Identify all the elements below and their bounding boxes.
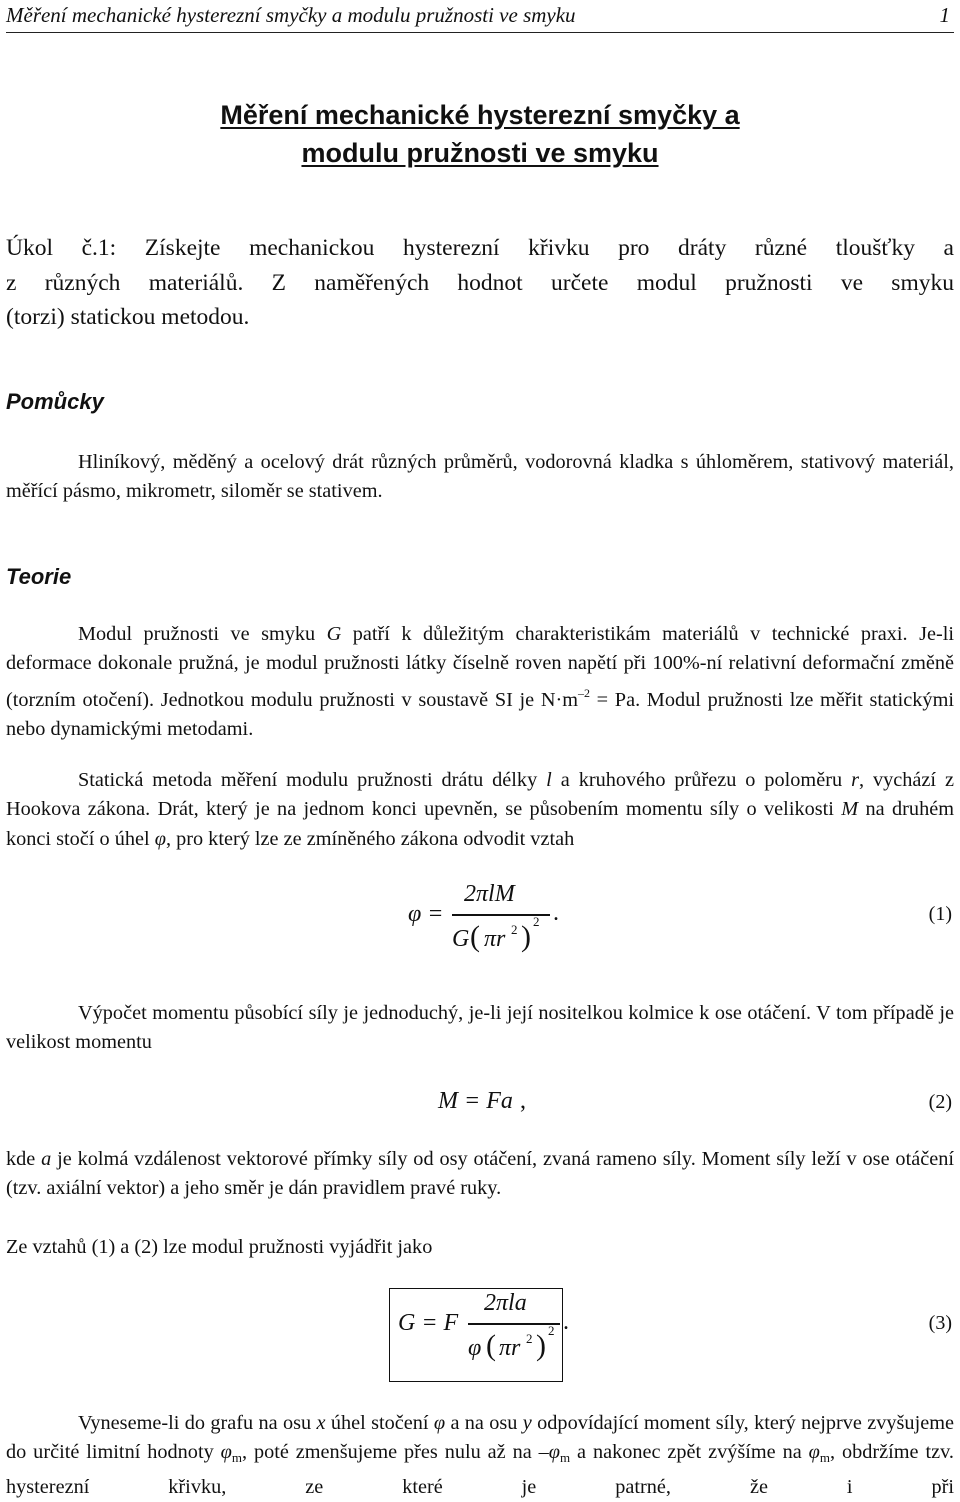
eq3-fraction-bar [468, 1323, 560, 1325]
theory-paragraph-4: kde a je kolmá vzdálenost vektorové přímky síly od osy otáčení, zvaná rameno síly. Moment síly leží v ose otáčení (tzv. axiální vektor) a jeho směr je dán pravidlem pravé ruky. [6, 1148, 954, 1200]
task-line-3: (torzi) statickou metodou. [6, 304, 250, 330]
eq3-right-paren: ) [536, 1329, 546, 1362]
eq1-inner-square: 2 [511, 922, 518, 937]
eq1-lhs: φ = [408, 901, 444, 927]
eq3-inner-square: 2 [526, 1331, 533, 1346]
eq1-left-paren: ( [470, 920, 480, 953]
eq3-left-paren: ( [486, 1329, 496, 1362]
tools-heading: Pomůcky [6, 389, 104, 414]
eq2-comma: , [520, 1088, 526, 1114]
running-title: Měření mechanické hysterezní smyčky a modulu pružnosti ve smyku [6, 3, 576, 27]
eq1-den-G: G [452, 926, 470, 952]
title-line-1: Měření mechanické hysterezní smyčky a [220, 100, 740, 130]
tools-paragraph [6, 448, 954, 507]
eq3-number: (3) [928, 1312, 952, 1334]
eq3-numerator: 2πla [484, 1290, 527, 1316]
theory-paragraph-3: Výpočet momentu působící síly je jednoduchý, je-li její nositelkou kolmice k ose otáčení. V tom případě je velikost momentu [6, 1002, 954, 1054]
running-header [6, 2, 954, 33]
page-number: 1 [939, 3, 950, 27]
theory-paragraph-6: Vyneseme-li do grafu na osu x úhel stočení φ a na osu y odpovídající moment síly, který nejprve zvyšujeme do určité limitní hodnoty $\varphi_m$, poté zmenšujeme přes nulu až na $-\varphi_m$ a nakonec zpět zvýšíme na $\varphi_m$, obdržíme tzv. hysterezní křivku, ze které je patrné, že i při [6, 1412, 954, 1498]
eq1-number: (1) [928, 903, 952, 925]
title-line-2: modulu pružnosti ve smyku [301, 138, 659, 168]
eq2-number: (2) [928, 1091, 952, 1113]
eq2-body: M = Fa [438, 1088, 513, 1114]
task-line-2: z různých materiálů. Z naměřených hodnot určete modul pružnosti ve smyku [6, 269, 954, 296]
task-statement [6, 231, 954, 335]
eq1-right-paren: ) [521, 920, 531, 953]
eq3-den-inner: πr [499, 1335, 521, 1361]
document-title [0, 96, 960, 172]
eq1-dot: . [553, 900, 559, 926]
eq1-den-inner: πr [484, 926, 506, 952]
eq1-numerator: 2πlM [464, 881, 515, 907]
tools-text: Hliníkový, měděný a ocelový drát různých průměrů, vodorovná kladka s úhloměrem, stativový materiál, měřící pásmo, mikrometr, siloměr se stativem. [6, 451, 954, 503]
eq3-den-phi: φ [468, 1335, 482, 1361]
eq3-lhs: G = F [398, 1310, 459, 1336]
task-line-1: Úkol č.1: Získejte mechanickou hysterezní křivku pro dráty různé tloušťky a [6, 235, 954, 261]
theory-paragraph-5: Ze vztahů (1) a (2) lze modul pružnosti vyjádřit jako [6, 1236, 433, 1258]
eq1-outer-square: 2 [533, 914, 540, 929]
theory-paragraph-1: Modul pružnosti ve smyku G patří k důležitým charakteristikám materiálů v technické praxi. Je-li deformace dokonale pružná, je modul pružnosti látky číselně roven napětí při 100%-ní relativní deformační změně (torzním otočení). Jednotkou modulu pružnosti v soustavě SI je $N\cdot m^{-2} = Pa$. Modul pružnosti lze měřit statickými nebo dynamickými metodami. [6, 623, 954, 741]
theory-heading: Teorie [6, 564, 72, 589]
eq3-outer-square: 2 [548, 1323, 555, 1338]
eq3-dot: . [563, 1309, 569, 1335]
theory-paragraph-2: Statická metoda měření modulu pružnosti drátu délky l a kruhového průřezu o poloměru r, vychází z Hookova zákona. Drát, který je na jednom konci upevněn, se působením momentu síly o velikosti M na druhém konci stočí o úhel φ, pro který lze ze zmíněného zákona odvodit vztah [6, 769, 955, 850]
